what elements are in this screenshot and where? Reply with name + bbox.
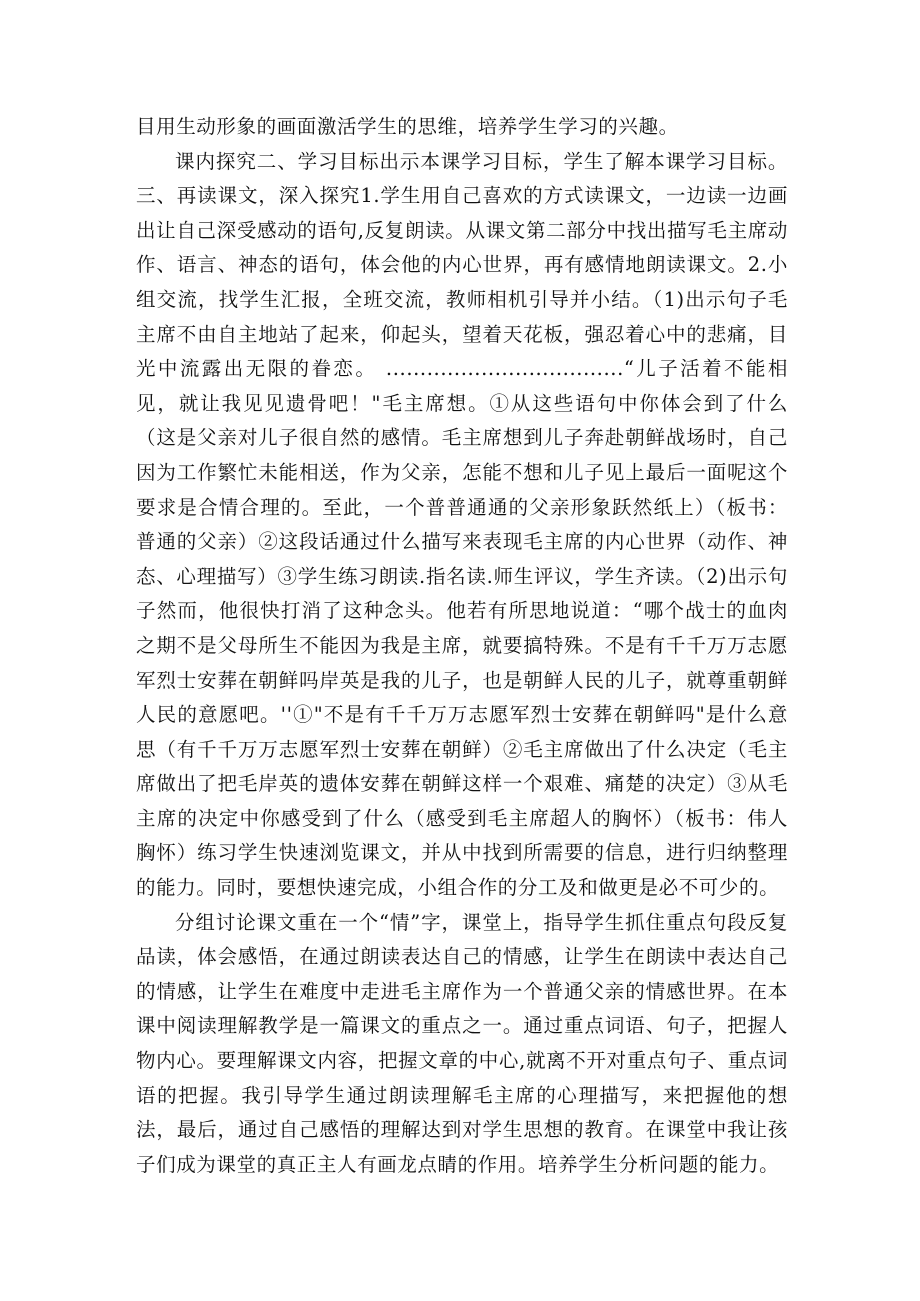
paragraph-2: 课内探究二、学习目标出示本课学习目标，学生了解本课学习目标。三、再读课文，深入探究1.学生用自己喜欢的方式读课文，一边读一边画出让自己深受感动的语句,反复朗读。从课文第二部分中找出描写毛主席动作、语言、神态的语句，体会他的内心世界，再有感情地朗读课文。2.小组交流，找学生汇报，全班交流，教师相机引导并小结。（1)出示句子毛主席不由自主地站了起来，仰起头，望着天花板，强忍着心中的悲痛，目光中流露出无限的眷恋。 ...................................“儿子活着不能相见，就让我见见遗骨吧！"毛主席想。①从这些语句中你体会到了什么（这是父亲对儿子很自然的感情。毛主席想到儿子奔赴朝鲜战场时，自己因为工作繁忙未能相送，作为父亲，怎能不想和儿子见上最后一面呢这个要求是合情合理的。至此，一个普普通通的父亲形象跃然纸上）（板书：普通的父亲）②这段话通过什么描写来表现毛主席的内心世界（动作、神态、心理描写）③学生练习朗读.指名读.师生评议，学生齐读。（2)出示句子然而，他很快打消了这种念头。他若有所思地说道：“哪个战士的血肉之期不是父母所生不能因为我是主席，就要搞特殊。不是有千千万万志愿军烈士安葬在朝鲜吗岸英是我的儿子，也是朝鲜人民的儿子，就尊重朝鲜人民的意愿吧。''①"不是有千千万万志愿军烈士安葬在朝鲜吗"是什么意思（有千千万万志愿军烈士安葬在朝鲜）②毛主席做出了什么决定（毛主席做出了把毛岸英的遗体安葬在朝鲜这样一个艰难、痛楚的决定）③从毛主席的决定中你感受到了什么（感受到毛主席超人的胸怀）（板书：伟人胸怀）练习学生快速浏览课文，并从中找到所需要的信息，进行归纳整理的能力。同时，要想快速完成，小组合作的分工及和做更是必不可少的。 — [136, 149, 788, 900]
paragraph-3: 分组讨论课文重在一个“情”字，课堂上，指导学生抓住重点句段反复品读，体会感悟，在通过朗读表达自己的情感，让学生在朗读中表达自己的情感，让学生在难度中走进毛主席作为一个普通父亲的情感世界。在本课中阅读理解教学是一篇课文的重点之一。通过重点词语、句子，把握人物内心。要理解课文内容，把握文章的中心,就离不开对重点句子、重点词语的把握。我引导学生通过朗读理解毛主席的心理描写，来把握他的想法，最后，通过自己感悟的理解达到对学生思想的教育。在课堂中我让孩子们成为课堂的真正主人有画龙点睛的作用。培养学生分析问题的能力。 — [136, 910, 788, 1176]
document-page — [136, 110, 788, 1182]
paragraph-1: 目用生动形象的画面激活学生的思维，培养学生学习的兴趣。 — [136, 115, 679, 138]
